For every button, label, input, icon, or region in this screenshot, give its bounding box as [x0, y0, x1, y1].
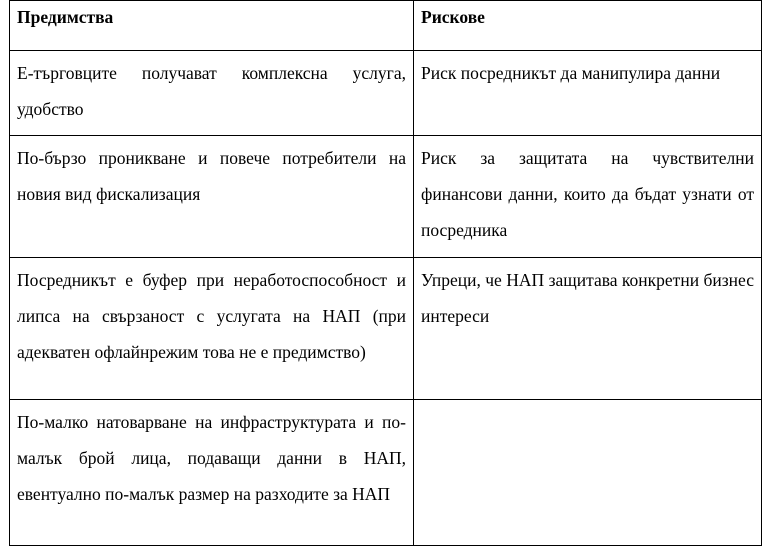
risk-cell: [414, 400, 762, 546]
table-row: [10, 258, 762, 400]
advantage-cell: По-бързо проникване и повече потребители на новия вид фискализация: [10, 136, 414, 258]
advantage-cell: Посредникът е буфер при неработоспособност и липса на свързаност с услугата на НАП (при адекватен офлайнрежим това не е предимство): [10, 258, 414, 400]
advantages-risks-table: [9, 0, 762, 546]
table-row: [10, 136, 762, 258]
risk-cell: Риск за защитата на чувствителни финансови данни, които да бъдат узнати от посредника: [414, 136, 762, 258]
table-row: [10, 51, 762, 136]
header-advantages: Предимства: [10, 1, 414, 51]
header-risks: Рискове: [414, 1, 762, 51]
risk-cell: Упреци, че НАП защитава конкретни бизнес интереси: [414, 258, 762, 400]
table-header-row: [10, 1, 762, 51]
risk-cell: Риск посредникът да манипулира данни: [414, 51, 762, 136]
table-row: [10, 400, 762, 546]
advantage-cell: По-малко натоварване на инфраструктурата и по-малък брой лица, подаващи данни в НАП, евентуално по-малък размер на разходите за НАП: [10, 400, 414, 546]
advantage-cell: Е-търговците получават комплексна услуга, удобство: [10, 51, 414, 136]
